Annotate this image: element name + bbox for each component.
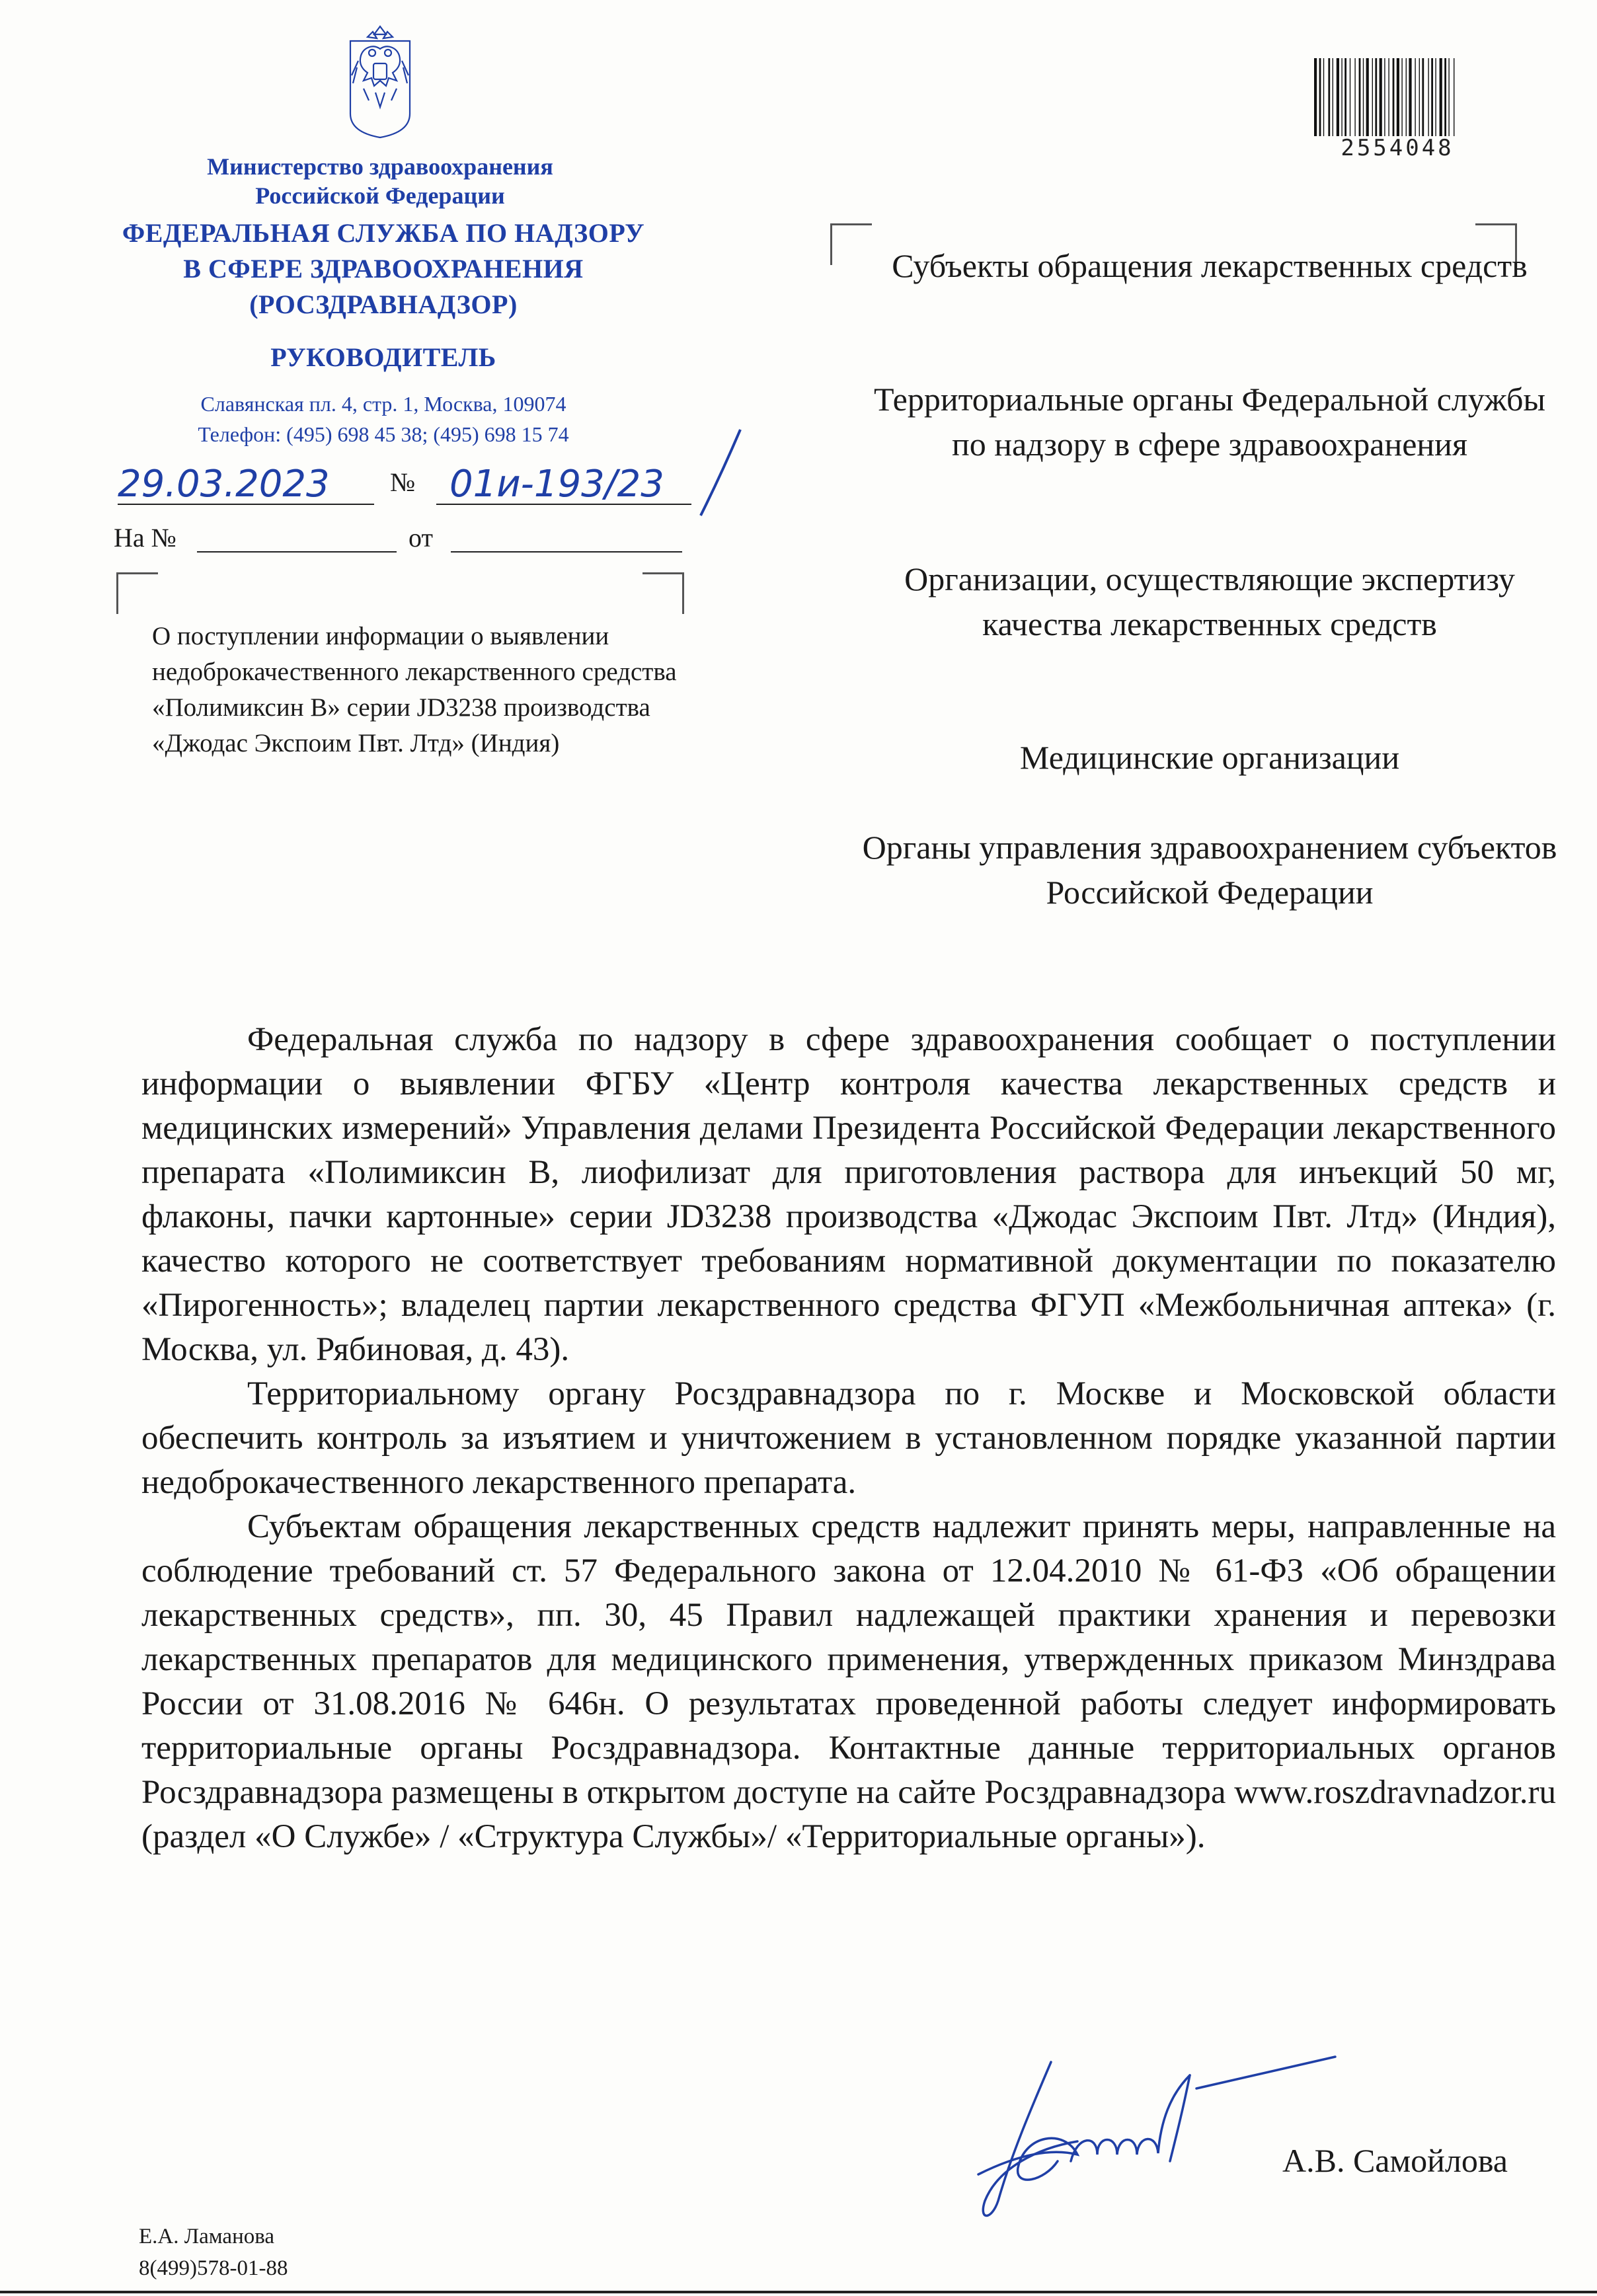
number-sign: №	[390, 467, 416, 497]
phone: Телефон: (495) 698 45 38; (495) 698 15 74	[198, 422, 569, 446]
subject-text: О поступлении информации о выявлении недоброкачественного лекарственного средства «Полимиксин В» серии JD3238 производства «Джодас Экспоим Пвт. Лтд» (Индия)	[152, 622, 677, 757]
executor-name: Е.А. Ламанова	[139, 2225, 275, 2248]
reply-number-field	[197, 522, 397, 553]
handwritten-slash-mark	[687, 423, 747, 522]
subject-bracket-right	[643, 572, 684, 614]
recipient-1: Субъекты обращения лекарственных средств	[892, 247, 1528, 284]
position-title: РУКОВОДИТЕЛЬ	[270, 342, 496, 372]
bottom-border	[0, 2291, 1597, 2293]
number-field	[436, 463, 691, 505]
service-line-3: (РОСЗДРАВНАДЗОР)	[249, 289, 518, 319]
date-field	[118, 463, 374, 505]
date-value: 29.03.2023	[118, 463, 330, 506]
recipient-5: Органы управления здравоохранением субъектов Российской Федерации	[862, 829, 1557, 911]
recipient-3: Организации, осуществляющие экспертизу качества лекарственных средств	[904, 560, 1515, 642]
body-paragraph-3: Субъектам обращения лекарственных средств надлежит принять меры, направленные на соблюдение требований ст. 57 Федерального закона от 12.04.2010 № 61-ФЗ «Об обращении лекарственных средств», пп. 30, 45 Правил надлежащей практики хранения и перевозки лекарственных препаратов для медицинского применения, утвержденных приказом Минздрава России от 31.08.2016 № 646н. О результатах проведенной работы следует информировать территориальные органы Росздравнадзора. Контактные данные территориальных органов Росздравнадзора размещены в открытом доступе на сайте Росздравнадзора www.roszdravnadzor.ru (раздел «О Службе» / «Структура Службы»/ «Территориальные органы»).	[141, 1508, 1556, 1855]
executor-block	[139, 2221, 288, 2284]
recipient-2: Территориальные органы Федеральной службы по надзору в сфере здравоохранения	[874, 381, 1545, 463]
recipient-4: Медицинские организации	[1019, 739, 1400, 776]
body-paragraph-1: Федеральная служба по надзору в сфере здравоохранения сообщает о поступлении информации о выявлении ФГБУ «Центр контроля качества лекарственных средств и медицинских измерений» Управления делами Президента Российской Федерации лекарственного препарата «Полимиксин В, лиофилизат для приготовления раствора для инъекций 50 мг, флаконы, пачки картонные» серии JD3238 производства «Джодас Экспоим Пвт. Лтд» (Индия), качество которого не соответствует требованиям нормативной документации по показателю «Пирогенность»; владелец партии лекарственного средства ФГУП «Межбольничная аптека» (г. Москва, ул. Рябиновая, д. 43).	[141, 1021, 1556, 1368]
address: Славянская пл. 4, стр. 1, Москва, 109074	[200, 392, 566, 416]
letter-body	[141, 1018, 1556, 1859]
subject-bracket-left	[116, 572, 158, 614]
service-line-1: ФЕДЕРАЛЬНАЯ СЛУЖБА ПО НАДЗОРУ	[122, 218, 645, 248]
ministry-name: Министерство здравоохранения Российской Федерации	[207, 153, 553, 209]
executor-phone: 8(499)578-01-88	[139, 2256, 288, 2280]
from-label: от	[409, 523, 433, 553]
coat-of-arms-emblem	[344, 15, 416, 140]
service-name	[86, 215, 681, 323]
barcode-number: 2554048	[1341, 135, 1454, 161]
reply-date-field	[451, 522, 682, 553]
service-line-2: В СФЕРЕ ЗДРАВООХРАНЕНИЯ	[183, 254, 584, 284]
number-value: 01и-193/23	[449, 463, 664, 506]
barcode-graphic	[1313, 58, 1482, 136]
signer-name: А.В. Самойлова	[1282, 2142, 1508, 2179]
reply-label: На №	[114, 523, 176, 553]
body-paragraph-2: Территориальному органу Росздравнадзора по г. Москве и Московской области обеспечить контроль за изъятием и уничтожением в установленном порядке указанной партии недоброкачественного лекарственного препарата.	[141, 1375, 1556, 1501]
address-block	[86, 389, 681, 449]
